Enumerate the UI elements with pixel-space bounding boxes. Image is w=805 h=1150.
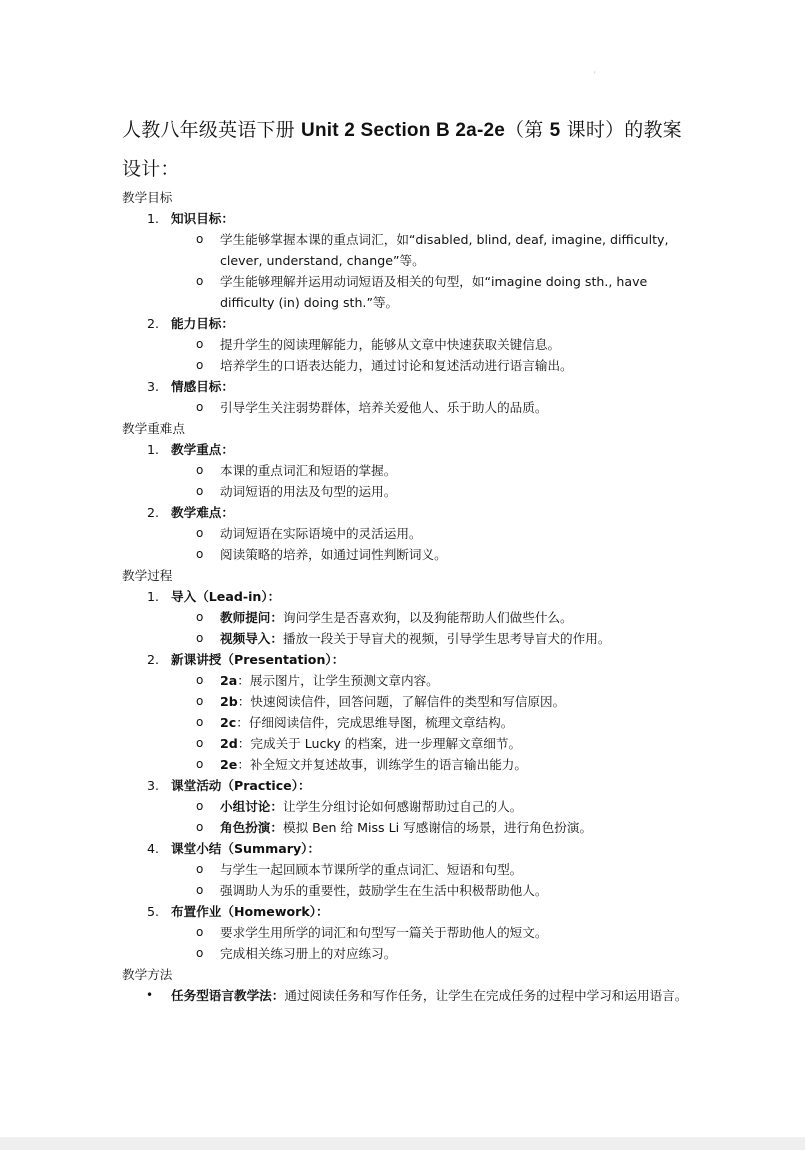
title-prefix: 人教八年级英语下册 xyxy=(122,119,302,141)
sub-item-text: 提升学生的阅读理解能力，能够从文章中快速获取关键信息。 xyxy=(220,337,561,352)
objectives-item xyxy=(122,376,702,397)
item-number: 5. xyxy=(147,904,160,919)
sub-item-text: ：补全短文并复述故事，训练学生的语言输出能力。 xyxy=(237,757,527,772)
objectives-heading: 教学目标 xyxy=(122,190,173,205)
item-label: 导入（Lead-in）： xyxy=(171,589,281,604)
page-bottom-edge xyxy=(0,1137,805,1150)
keypoints-item xyxy=(122,502,702,523)
sub-item-text: 模拟 Ben 给 Miss Li 写感谢信的场景，进行角色扮演。 xyxy=(282,820,593,835)
circle-bullet-icon: o xyxy=(196,610,204,624)
objectives-sub-item xyxy=(122,397,702,418)
process-sub-item xyxy=(122,943,702,964)
process-sub-item xyxy=(122,880,702,901)
sub-item-lead: 2c xyxy=(220,715,237,730)
objectives-item xyxy=(122,208,702,229)
item-number: 2. xyxy=(147,652,160,667)
item-label: 课堂小结（Summary）： xyxy=(171,841,321,856)
item-label: 布置作业（Homework）： xyxy=(171,904,329,919)
item-label: 课堂活动（Practice）： xyxy=(171,778,311,793)
process-sub-item xyxy=(122,712,702,733)
circle-bullet-icon: o xyxy=(196,274,204,288)
process-item xyxy=(122,586,702,607)
keypoints-heading: 教学重难点 xyxy=(122,421,185,436)
title-middle: （第 xyxy=(505,119,550,141)
circle-bullet-icon: o xyxy=(196,946,204,960)
item-number: 1. xyxy=(147,442,160,457)
circle-bullet-icon: o xyxy=(196,862,204,876)
sub-item-text: ：仔细阅读信件，完成思维导图，梳理文章结构。 xyxy=(236,715,514,730)
item-label: 情感目标： xyxy=(171,379,234,394)
document-body xyxy=(122,187,702,1006)
keypoints-sub-item xyxy=(122,481,702,502)
keypoints-sub-item xyxy=(122,460,702,481)
sub-item-text: ：展示图片，让学生预测文章内容。 xyxy=(237,673,439,688)
circle-bullet-icon: o xyxy=(196,694,204,708)
sub-item-text: 动词短语在实际语境中的灵活运用。 xyxy=(220,526,422,541)
sub-item-text: 与学生一起回顾本节课所学的重点词汇、短语和句型。 xyxy=(220,862,523,877)
process-item xyxy=(122,901,702,922)
sub-item-lead: 小组讨论： xyxy=(220,799,283,814)
process-item xyxy=(122,838,702,859)
sub-item-text: 学生能够理解并运用动词短语及相关的句型，如“imagine doing sth., have difficulty (in) doing sth.”等。 xyxy=(220,274,648,310)
process-sub-item xyxy=(122,733,702,754)
circle-bullet-icon: o xyxy=(196,736,204,750)
circle-bullet-icon: o xyxy=(196,715,204,729)
process-sub-item xyxy=(122,859,702,880)
sub-item-text: ：完成关于 Lucky 的档案，进一步理解文章细节。 xyxy=(237,736,522,751)
circle-bullet-icon: o xyxy=(196,484,204,498)
process-heading: 教学过程 xyxy=(122,568,173,583)
keypoints-item xyxy=(122,439,702,460)
item-number: 1. xyxy=(147,211,160,226)
sub-item-text: 要求学生用所学的词汇和句型写一篇关于帮助他人的短文。 xyxy=(220,925,548,940)
methods-item-lead: 任务型语言教学法： xyxy=(171,988,285,1003)
circle-bullet-icon: o xyxy=(196,400,204,414)
sub-item-text: 培养学生的口语表达能力，通过讨论和复述活动进行语言输出。 xyxy=(220,358,573,373)
process-sub-item xyxy=(122,754,702,775)
objectives-item xyxy=(122,313,702,334)
circle-bullet-icon: o xyxy=(196,547,204,561)
sub-item-text: 引导学生关注弱势群体，培养关爱他人、乐于助人的品质。 xyxy=(220,400,548,415)
circle-bullet-icon: o xyxy=(196,925,204,939)
item-number: 3. xyxy=(147,379,160,394)
circle-bullet-icon: o xyxy=(196,757,204,771)
title-lesson-number: 5 xyxy=(549,120,561,141)
methods-item xyxy=(122,985,702,1006)
sub-item-text: ：快速阅读信件，回答问题，了解信件的类型和写信原因。 xyxy=(237,694,566,709)
item-number: 3. xyxy=(147,778,160,793)
item-label: 教学重点： xyxy=(171,442,234,457)
process-sub-item xyxy=(122,628,702,649)
title-suffix: 课时）的教案设计： xyxy=(122,119,682,180)
item-number: 1. xyxy=(147,589,160,604)
sub-item-text: 学生能够掌握本课的重点词汇，如“disabled, blind, deaf, imagine, difficulty, clever, understand, change”等。 xyxy=(220,232,669,268)
objectives-sub-item xyxy=(122,355,702,376)
sub-item-lead: 2e xyxy=(220,757,238,772)
process-sub-item xyxy=(122,817,702,838)
sub-item-lead: 2a xyxy=(220,673,238,688)
circle-bullet-icon: o xyxy=(196,358,204,372)
process-sub-item xyxy=(122,607,702,628)
title-unit: Unit 2 Section B 2a-2e xyxy=(301,120,506,141)
sub-item-lead: 角色扮演： xyxy=(220,820,283,835)
objectives-sub-item xyxy=(122,334,702,355)
process-sub-item xyxy=(122,691,702,712)
methods-heading: 教学方法 xyxy=(122,967,173,982)
circle-bullet-icon: o xyxy=(196,526,204,540)
sub-item-lead: 教师提问： xyxy=(220,610,283,625)
circle-bullet-icon: o xyxy=(196,799,204,813)
process-item xyxy=(122,775,702,796)
circle-bullet-icon: o xyxy=(196,883,204,897)
keypoints-sub-item xyxy=(122,544,702,565)
circle-bullet-icon: o xyxy=(196,631,204,645)
process-sub-item xyxy=(122,796,702,817)
item-number: 4. xyxy=(147,841,160,856)
scan-mark: ' xyxy=(594,71,596,78)
process-item xyxy=(122,649,702,670)
sub-item-text: 动词短语的用法及句型的运用。 xyxy=(220,484,397,499)
circle-bullet-icon: o xyxy=(196,463,204,477)
process-sub-item xyxy=(122,670,702,691)
sub-item-text: 询问学生是否喜欢狗，以及狗能帮助人们做些什么。 xyxy=(282,610,573,625)
sub-item-text: 播放一段关于导盲犬的视频，引导学生思考导盲犬的作用。 xyxy=(282,631,611,646)
keypoints-sub-item xyxy=(122,523,702,544)
item-label: 新课讲授（Presentation）： xyxy=(171,652,345,667)
sub-item-text: 完成相关练习册上的对应练习。 xyxy=(220,946,397,961)
methods-item-text: 通过阅读任务和写作任务，让学生在完成任务的过程中学习和运用语言。 xyxy=(284,988,688,1003)
circle-bullet-icon: o xyxy=(196,820,204,834)
sub-item-lead: 2b xyxy=(220,694,238,709)
item-number: 2. xyxy=(147,505,160,520)
sub-item-text: 强调助人为乐的重要性，鼓励学生在生活中积极帮助他人。 xyxy=(220,883,548,898)
objectives-sub-item xyxy=(122,271,702,313)
circle-bullet-icon: o xyxy=(196,337,204,351)
sub-item-text: 让学生分组讨论如何感谢帮助过自己的人。 xyxy=(282,799,523,814)
circle-bullet-icon: o xyxy=(196,673,204,687)
item-label: 能力目标： xyxy=(171,316,234,331)
sub-item-lead: 2d xyxy=(220,736,238,751)
item-label: 教学难点： xyxy=(171,505,234,520)
objectives-sub-item xyxy=(122,229,702,271)
document-title xyxy=(122,111,682,188)
sub-item-lead: 视频导入： xyxy=(220,631,283,646)
item-label: 知识目标： xyxy=(171,211,234,226)
sub-item-text: 阅读策略的培养，如通过词性判断词义。 xyxy=(220,547,447,562)
circle-bullet-icon: o xyxy=(196,232,204,246)
dot-bullet-icon: • xyxy=(146,988,154,1002)
item-number: 2. xyxy=(147,316,160,331)
process-sub-item xyxy=(122,922,702,943)
sub-item-text: 本课的重点词汇和短语的掌握。 xyxy=(220,463,397,478)
